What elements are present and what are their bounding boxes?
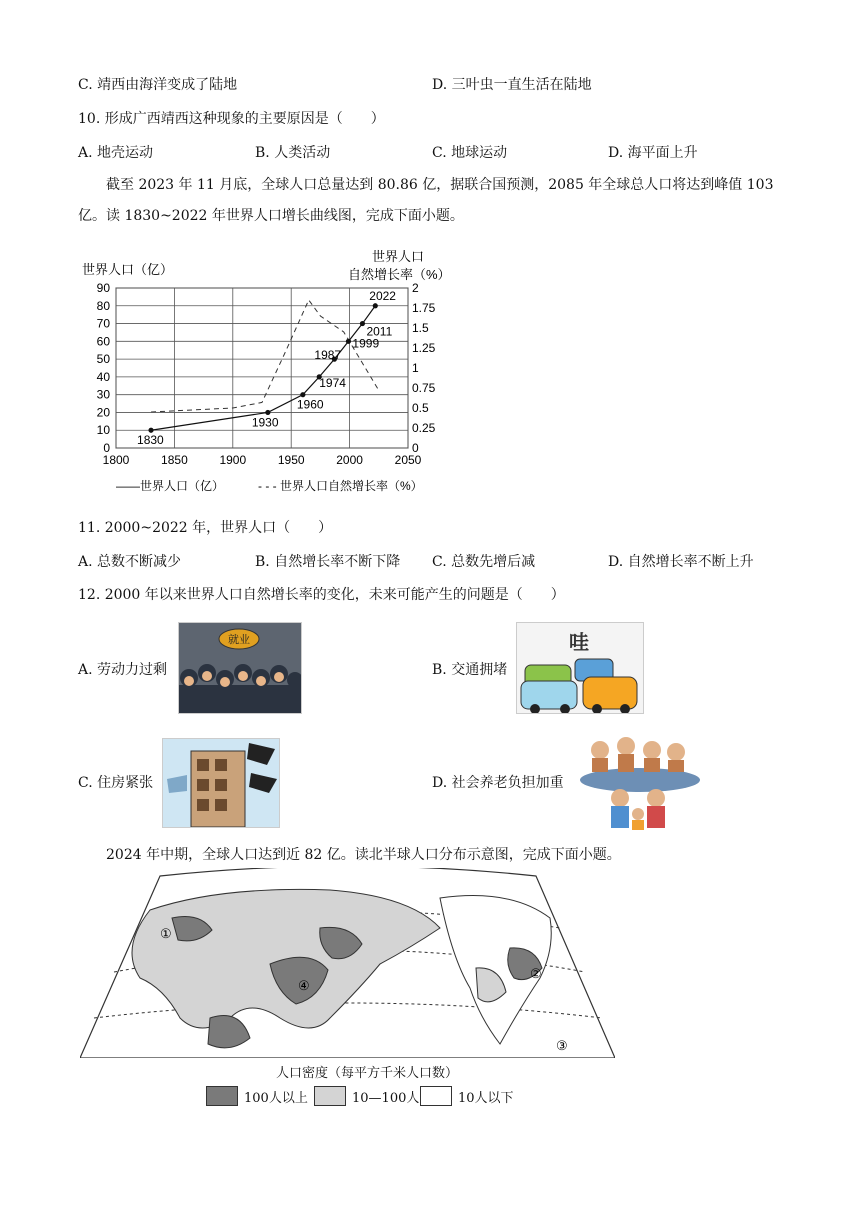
chart-y-left-tick-label: 0 — [103, 441, 110, 455]
chart-population-point — [373, 303, 378, 308]
chart-y-left-tick-label: 90 — [96, 281, 110, 295]
chart-y-left-tick-label: 10 — [96, 423, 110, 438]
q10-option-a: A. 地壳运动 — [78, 145, 154, 161]
crowd-job-illustration — [178, 622, 302, 714]
chart-right-axis-label-2: 自然增长率（%） — [348, 267, 451, 282]
chart-y-left-tick-label: 60 — [96, 334, 110, 349]
chart-x-tick-label: 2050 — [394, 453, 422, 467]
population-growth-chart — [78, 248, 458, 498]
legend-high-swatch — [206, 1086, 238, 1106]
q12-option-c: C. 住房紧张 — [78, 775, 154, 791]
passage-distribution: 2024 年中期，全球人口达到近 82 亿。读北半球人口分布示意图，完成下面小题。 — [106, 847, 621, 863]
chart-point-label: 1930 — [251, 415, 279, 430]
legend-mid-label: 10—100人 — [352, 1090, 420, 1106]
chart-y-right-tick-label: 0 — [412, 441, 419, 455]
chart-y-right-tick-label: 2 — [412, 281, 419, 295]
q12-option-a: A. 劳动力过剩 — [78, 662, 168, 678]
chart-y-right-tick-label: 0.75 — [412, 381, 436, 395]
q11-option-d: D. 自然增长率不断上升 — [608, 554, 754, 570]
chart-y-right-tick-label: 0.5 — [412, 401, 429, 415]
q10-option-c: C. 地球运动 — [432, 145, 508, 161]
chart-population-line — [151, 306, 375, 430]
traffic-exclamation: 哇 — [569, 630, 589, 654]
chart-point-label: 1999 — [352, 336, 380, 351]
chart-y-right-tick-label: 0.25 — [412, 421, 436, 435]
chart-y-right-tick-label: 1.75 — [412, 301, 436, 315]
map-marker-4: ④ — [298, 979, 310, 994]
legend-mid-swatch — [314, 1086, 346, 1106]
legend-high — [206, 1086, 308, 1106]
q9-option-c: C. 靖西由海洋变成了陆地 — [78, 77, 238, 93]
q11-option-c: C. 总数先增后减 — [432, 554, 536, 570]
chart-population-point — [360, 321, 365, 326]
map-marker-1: ① — [160, 927, 172, 942]
q11-option-a: A. 总数不断减少 — [78, 554, 182, 570]
q10-option-b: B. 人类活动 — [255, 145, 331, 161]
chart-point-label: 1987 — [314, 348, 342, 363]
chart-y-left-tick-label: 40 — [96, 369, 110, 384]
map-marker-2: ② — [530, 967, 542, 982]
passage-population: 截至 2023 年 11 月底，全球人口总量达到 80.86 亿，据联合国预测，2085 年全球总人口将达到峰值 103 亿。读 1830~2022 年世界人口增长曲线图，完成下面小题。 — [78, 177, 774, 224]
legend-mid — [314, 1086, 419, 1106]
job-bowl-label: 就业 — [228, 633, 250, 646]
chart-point-label: 1960 — [296, 397, 324, 412]
q9-option-d: D. 三叶虫一直生活在陆地 — [432, 77, 592, 93]
chart-point-label: 1974 — [319, 375, 346, 390]
chart-y-left-tick-label: 80 — [96, 298, 110, 313]
q12-option-b: B. 交通拥堵 — [432, 662, 508, 678]
chart-population-point — [148, 428, 153, 433]
legend-low-label: 10人以下 — [458, 1090, 514, 1106]
legend-low-swatch — [420, 1086, 452, 1106]
map-marker-3: ③ — [556, 1039, 568, 1054]
chart-y-left-tick-label: 20 — [96, 405, 110, 420]
chart-point-label: 2022 — [369, 288, 396, 303]
chart-y-right-tick-label: 1.5 — [412, 321, 429, 335]
chart-population-point — [300, 392, 305, 397]
chart-x-tick-label: 1950 — [277, 453, 305, 467]
chart-series — [137, 289, 396, 447]
chart-x-tick-label: 1800 — [102, 453, 130, 467]
q11-stem: 11. 2000~2022 年，世界人口（ ） — [78, 520, 333, 536]
chart-right-axis-label-1: 世界人口 — [372, 249, 425, 264]
housing-shortage-illustration — [162, 738, 280, 828]
q12-option-d: D. 社会养老负担加重 — [432, 775, 564, 791]
chart-point-label: 2011 — [366, 324, 393, 339]
chart-x-tick-label: 1850 — [161, 453, 188, 467]
chart-growth-rate-line — [151, 300, 379, 412]
chart-population-point — [265, 410, 270, 415]
legend-low — [420, 1086, 514, 1106]
chart-legend-dashed: - - - 世界人口自然增长率（%） — [258, 479, 423, 493]
chart-x-tick-label: 2000 — [336, 453, 363, 467]
q10-option-d: D. 海平面上升 — [608, 145, 698, 161]
chart-y-right-tick-label: 1 — [412, 361, 419, 375]
chart-x-tick-label: 1900 — [219, 453, 247, 467]
elderly-burden-illustration — [578, 734, 702, 830]
chart-left-axis-label: 世界人口（亿） — [82, 262, 174, 277]
northern-hemisphere-population-map — [80, 868, 615, 1058]
chart-population-point — [346, 339, 351, 344]
chart-y-right-tick-label: 1.25 — [412, 341, 436, 355]
q12-stem: 12. 2000 年以来世界人口自然增长率的变化，未来可能产生的问题是（ ） — [78, 587, 565, 603]
chart-y-left-tick-label: 50 — [96, 352, 110, 367]
chart-legend-solid: ——世界人口（亿） — [116, 479, 225, 493]
chart-y-left-tick-label: 30 — [96, 387, 110, 402]
map-legend-title: 人口密度（每平方千米人口数） — [276, 1066, 459, 1081]
q11-option-b: B. 自然增长率不断下降 — [255, 554, 401, 570]
q10-stem: 10. 形成广西靖西这种现象的主要原因是（ ） — [78, 111, 385, 127]
legend-high-label: 100人以上 — [244, 1090, 308, 1106]
chart-y-left-tick-label: 70 — [96, 316, 110, 331]
traffic-jam-illustration — [516, 622, 644, 714]
chart-point-label: 1830 — [137, 433, 164, 448]
